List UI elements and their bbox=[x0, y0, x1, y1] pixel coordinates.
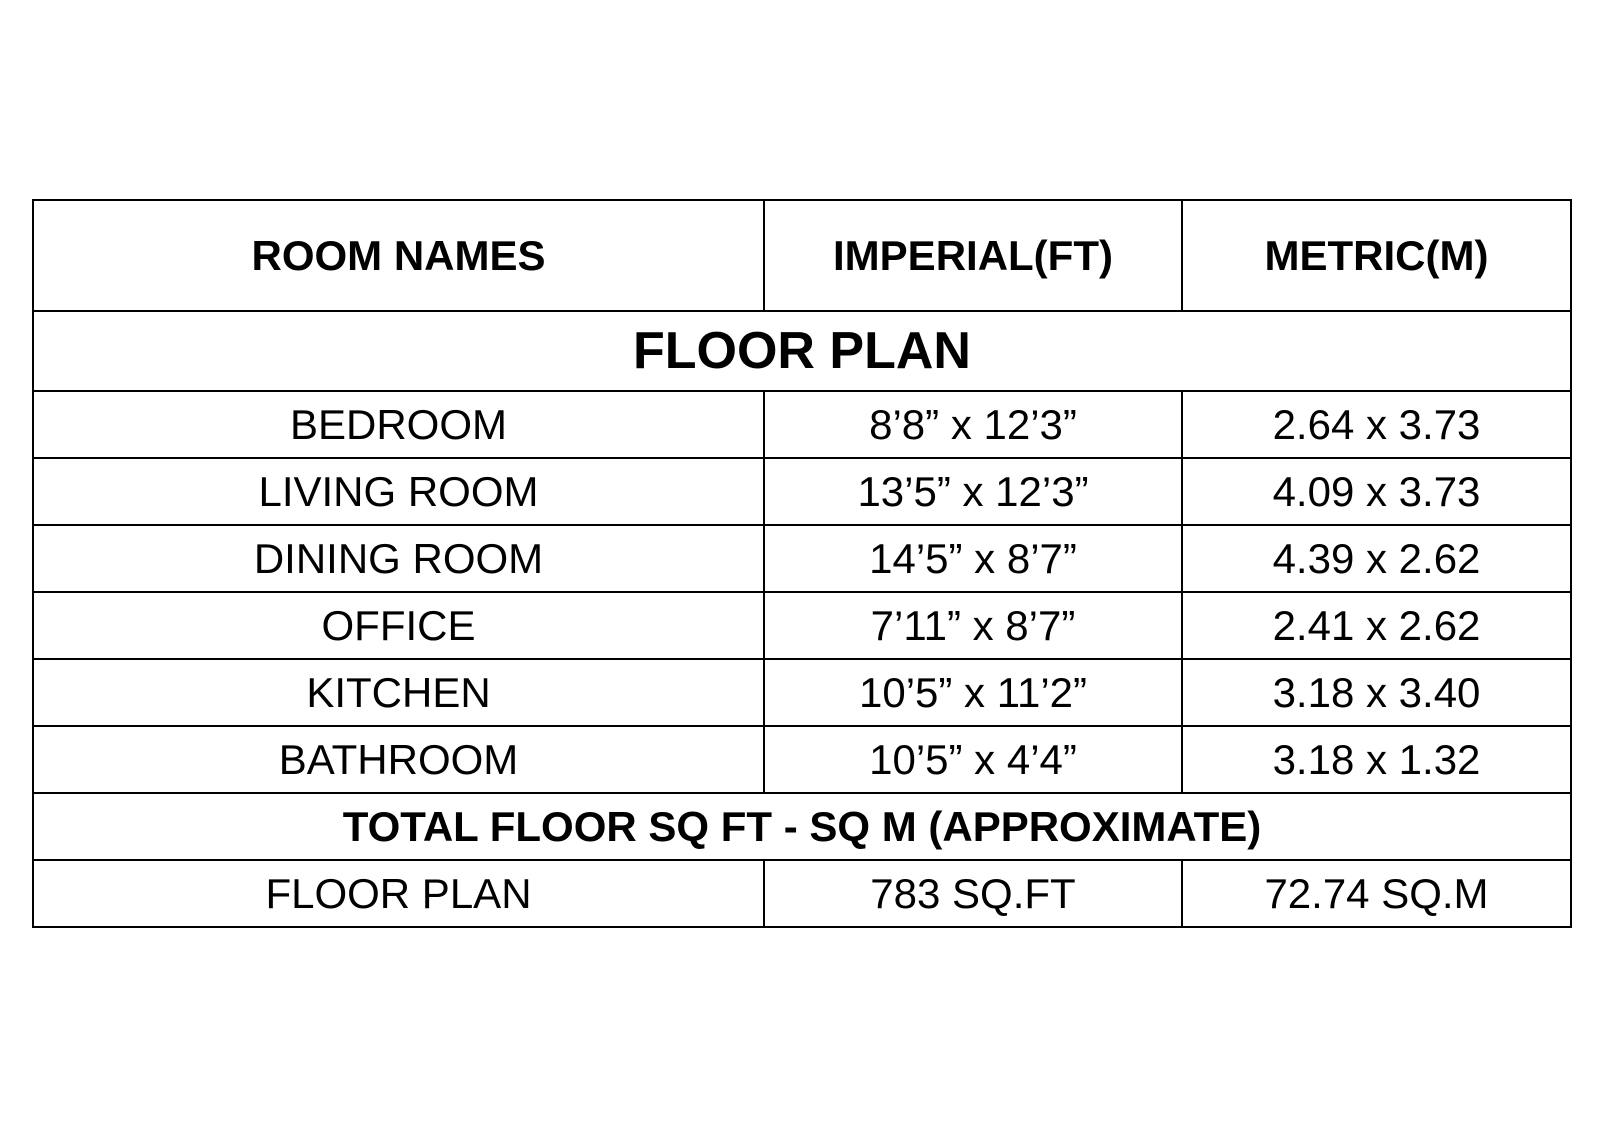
metric-cell: 3.18 x 1.32 bbox=[1182, 726, 1571, 793]
metric-cell: 3.18 x 3.40 bbox=[1182, 659, 1571, 726]
metric-cell: 4.09 x 3.73 bbox=[1182, 458, 1571, 525]
total-title: TOTAL FLOOR SQ FT - SQ M (APPROXIMATE) bbox=[33, 793, 1571, 860]
imperial-cell: 10’5” x 4’4” bbox=[764, 726, 1182, 793]
imperial-cell: 13’5” x 12’3” bbox=[764, 458, 1182, 525]
header-metric: METRIC(M) bbox=[1182, 200, 1571, 311]
metric-cell: 2.64 x 3.73 bbox=[1182, 391, 1571, 458]
section-row bbox=[33, 311, 1571, 391]
section-title: FLOOR PLAN bbox=[33, 311, 1571, 391]
imperial-cell: 7’11” x 8’7” bbox=[764, 592, 1182, 659]
table-row bbox=[33, 726, 1571, 793]
total-title-row bbox=[33, 793, 1571, 860]
room-name-cell: KITCHEN bbox=[33, 659, 764, 726]
total-imperial-cell: 783 SQ.FT bbox=[764, 860, 1182, 927]
room-dimensions-table bbox=[32, 199, 1572, 928]
room-name-cell: OFFICE bbox=[33, 592, 764, 659]
room-name-cell: BEDROOM bbox=[33, 391, 764, 458]
room-name-cell: LIVING ROOM bbox=[33, 458, 764, 525]
total-row bbox=[33, 860, 1571, 927]
room-name-cell: BATHROOM bbox=[33, 726, 764, 793]
metric-cell: 4.39 x 2.62 bbox=[1182, 525, 1571, 592]
header-room-names: ROOM NAMES bbox=[33, 200, 764, 311]
imperial-cell: 10’5” x 11’2” bbox=[764, 659, 1182, 726]
table-row bbox=[33, 592, 1571, 659]
table-row bbox=[33, 391, 1571, 458]
header-row bbox=[33, 200, 1571, 311]
header-imperial: IMPERIAL(FT) bbox=[764, 200, 1182, 311]
table-row bbox=[33, 458, 1571, 525]
table-row bbox=[33, 659, 1571, 726]
imperial-cell: 14’5” x 8’7” bbox=[764, 525, 1182, 592]
total-name-cell: FLOOR PLAN bbox=[33, 860, 764, 927]
total-metric-cell: 72.74 SQ.M bbox=[1182, 860, 1571, 927]
table-row bbox=[33, 525, 1571, 592]
imperial-cell: 8’8” x 12’3” bbox=[764, 391, 1182, 458]
room-name-cell: DINING ROOM bbox=[33, 525, 764, 592]
metric-cell: 2.41 x 2.62 bbox=[1182, 592, 1571, 659]
